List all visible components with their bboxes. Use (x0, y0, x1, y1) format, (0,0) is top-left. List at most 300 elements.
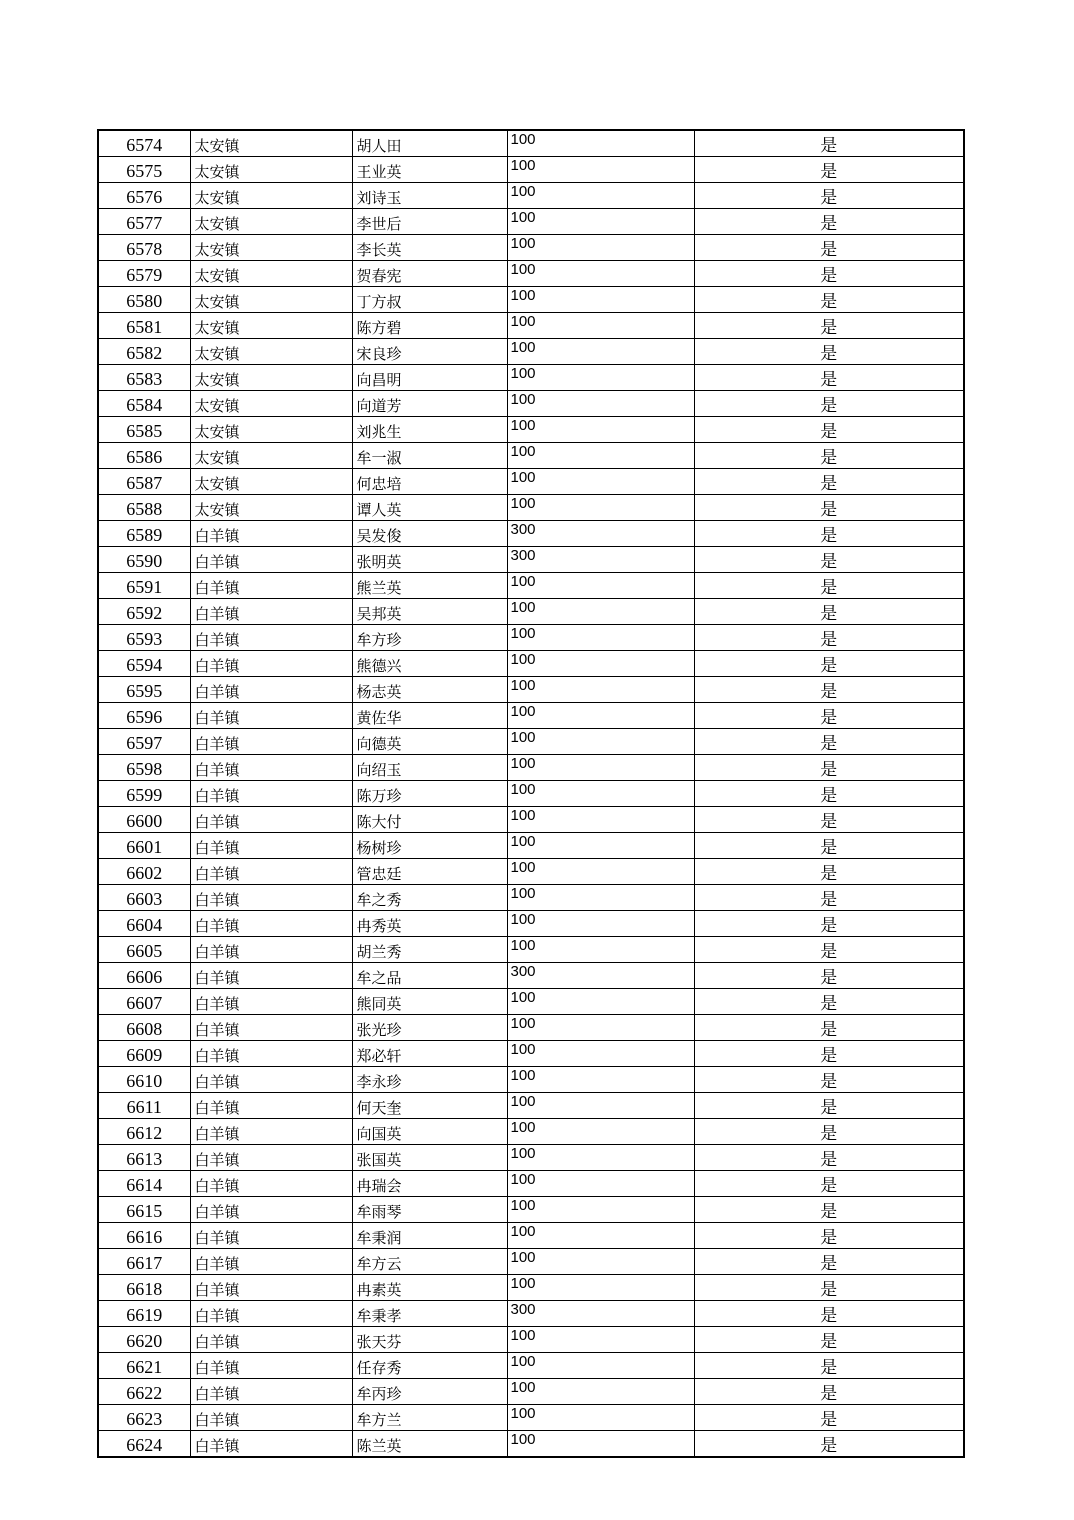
row-id-cell: 6621 (98, 1353, 190, 1379)
row-id-cell: 6574 (98, 130, 190, 157)
flag-cell: 是 (694, 963, 964, 989)
town-cell: 白羊镇 (190, 989, 352, 1015)
flag-cell: 是 (694, 1249, 964, 1275)
town-cell: 白羊镇 (190, 1197, 352, 1223)
amount-cell: 100 (507, 1431, 694, 1458)
name-cell: 牟方兰 (352, 1405, 507, 1431)
table-row (98, 130, 964, 157)
row-id-cell: 6603 (98, 885, 190, 911)
row-id-cell: 6597 (98, 729, 190, 755)
name-cell: 张光珍 (352, 1015, 507, 1041)
flag-cell: 是 (694, 130, 964, 157)
amount-cell: 100 (507, 573, 694, 599)
town-cell: 太安镇 (190, 235, 352, 261)
amount-cell: 100 (507, 1145, 694, 1171)
flag-cell: 是 (694, 1197, 964, 1223)
row-id-cell: 6596 (98, 703, 190, 729)
name-cell: 任存秀 (352, 1353, 507, 1379)
table-row (98, 1405, 964, 1431)
row-id-cell: 6613 (98, 1145, 190, 1171)
table-row (98, 469, 964, 495)
town-cell: 白羊镇 (190, 573, 352, 599)
town-cell: 白羊镇 (190, 1275, 352, 1301)
name-cell: 贺春宪 (352, 261, 507, 287)
flag-cell: 是 (694, 1119, 964, 1145)
flag-cell: 是 (694, 183, 964, 209)
flag-cell: 是 (694, 261, 964, 287)
table-row (98, 651, 964, 677)
table-row (98, 1093, 964, 1119)
town-cell: 太安镇 (190, 313, 352, 339)
amount-cell: 100 (507, 339, 694, 365)
amount-cell: 100 (507, 859, 694, 885)
row-id-cell: 6594 (98, 651, 190, 677)
name-cell: 牟雨琴 (352, 1197, 507, 1223)
town-cell: 太安镇 (190, 495, 352, 521)
row-id-cell: 6622 (98, 1379, 190, 1405)
town-cell: 白羊镇 (190, 703, 352, 729)
flag-cell: 是 (694, 1145, 964, 1171)
amount-cell: 100 (507, 391, 694, 417)
town-cell: 白羊镇 (190, 1327, 352, 1353)
flag-cell: 是 (694, 911, 964, 937)
row-id-cell: 6611 (98, 1093, 190, 1119)
name-cell: 郑必轩 (352, 1041, 507, 1067)
name-cell: 向国英 (352, 1119, 507, 1145)
town-cell: 太安镇 (190, 183, 352, 209)
flag-cell: 是 (694, 573, 964, 599)
amount-cell: 300 (507, 547, 694, 573)
name-cell: 牟之品 (352, 963, 507, 989)
name-cell: 胡人田 (352, 130, 507, 157)
flag-cell: 是 (694, 1431, 964, 1458)
amount-cell: 100 (507, 1015, 694, 1041)
name-cell: 牟方云 (352, 1249, 507, 1275)
town-cell: 白羊镇 (190, 599, 352, 625)
table-row (98, 1015, 964, 1041)
amount-cell: 100 (507, 833, 694, 859)
flag-cell: 是 (694, 989, 964, 1015)
data-table (97, 129, 965, 1458)
name-cell: 宋良珍 (352, 339, 507, 365)
town-cell: 白羊镇 (190, 677, 352, 703)
amount-cell: 100 (507, 1197, 694, 1223)
amount-cell: 100 (507, 755, 694, 781)
town-cell: 太安镇 (190, 157, 352, 183)
table-row (98, 755, 964, 781)
table-body (98, 130, 964, 1457)
row-id-cell: 6578 (98, 235, 190, 261)
flag-cell: 是 (694, 1301, 964, 1327)
amount-cell: 100 (507, 677, 694, 703)
name-cell: 张明英 (352, 547, 507, 573)
town-cell: 白羊镇 (190, 521, 352, 547)
town-cell: 白羊镇 (190, 833, 352, 859)
name-cell: 陈大付 (352, 807, 507, 833)
amount-cell: 100 (507, 885, 694, 911)
name-cell: 李世后 (352, 209, 507, 235)
table-row (98, 1171, 964, 1197)
flag-cell: 是 (694, 599, 964, 625)
row-id-cell: 6606 (98, 963, 190, 989)
amount-cell: 100 (507, 1171, 694, 1197)
amount-cell: 100 (507, 807, 694, 833)
town-cell: 太安镇 (190, 391, 352, 417)
name-cell: 牟丙珍 (352, 1379, 507, 1405)
amount-cell: 100 (507, 287, 694, 313)
table-row (98, 157, 964, 183)
row-id-cell: 6608 (98, 1015, 190, 1041)
amount-cell: 300 (507, 1301, 694, 1327)
name-cell: 胡兰秀 (352, 937, 507, 963)
name-cell: 陈方碧 (352, 313, 507, 339)
flag-cell: 是 (694, 235, 964, 261)
name-cell: 牟之秀 (352, 885, 507, 911)
row-id-cell: 6600 (98, 807, 190, 833)
flag-cell: 是 (694, 729, 964, 755)
name-cell: 丁方叔 (352, 287, 507, 313)
town-cell: 白羊镇 (190, 1223, 352, 1249)
town-cell: 白羊镇 (190, 1119, 352, 1145)
town-cell: 太安镇 (190, 417, 352, 443)
table-row (98, 1067, 964, 1093)
amount-cell: 100 (507, 1327, 694, 1353)
flag-cell: 是 (694, 547, 964, 573)
town-cell: 白羊镇 (190, 625, 352, 651)
table-row (98, 989, 964, 1015)
name-cell: 冉秀英 (352, 911, 507, 937)
table-row (98, 339, 964, 365)
name-cell: 刘诗玉 (352, 183, 507, 209)
row-id-cell: 6576 (98, 183, 190, 209)
amount-cell: 100 (507, 1353, 694, 1379)
flag-cell: 是 (694, 417, 964, 443)
name-cell: 何忠培 (352, 469, 507, 495)
name-cell: 杨树珍 (352, 833, 507, 859)
row-id-cell: 6624 (98, 1431, 190, 1458)
row-id-cell: 6582 (98, 339, 190, 365)
town-cell: 太安镇 (190, 261, 352, 287)
row-id-cell: 6602 (98, 859, 190, 885)
town-cell: 白羊镇 (190, 651, 352, 677)
flag-cell: 是 (694, 157, 964, 183)
flag-cell: 是 (694, 365, 964, 391)
flag-cell: 是 (694, 781, 964, 807)
table-row (98, 1249, 964, 1275)
row-id-cell: 6609 (98, 1041, 190, 1067)
table-row (98, 365, 964, 391)
flag-cell: 是 (694, 1275, 964, 1301)
amount-cell: 100 (507, 1379, 694, 1405)
amount-cell: 100 (507, 1223, 694, 1249)
row-id-cell: 6577 (98, 209, 190, 235)
row-id-cell: 6584 (98, 391, 190, 417)
name-cell: 杨志英 (352, 677, 507, 703)
row-id-cell: 6623 (98, 1405, 190, 1431)
flag-cell: 是 (694, 859, 964, 885)
table-row (98, 521, 964, 547)
town-cell: 白羊镇 (190, 729, 352, 755)
amount-cell: 100 (507, 1041, 694, 1067)
row-id-cell: 6592 (98, 599, 190, 625)
amount-cell: 100 (507, 469, 694, 495)
row-id-cell: 6595 (98, 677, 190, 703)
flag-cell: 是 (694, 1093, 964, 1119)
table-row (98, 209, 964, 235)
name-cell: 熊同英 (352, 989, 507, 1015)
town-cell: 白羊镇 (190, 1015, 352, 1041)
amount-cell: 100 (507, 1275, 694, 1301)
row-id-cell: 6616 (98, 1223, 190, 1249)
town-cell: 白羊镇 (190, 1431, 352, 1458)
table-row (98, 235, 964, 261)
town-cell: 白羊镇 (190, 1093, 352, 1119)
table-row (98, 1275, 964, 1301)
flag-cell: 是 (694, 339, 964, 365)
name-cell: 管忠廷 (352, 859, 507, 885)
flag-cell: 是 (694, 443, 964, 469)
name-cell: 向昌明 (352, 365, 507, 391)
table-row (98, 1431, 964, 1458)
table-row (98, 703, 964, 729)
amount-cell: 100 (507, 209, 694, 235)
name-cell: 何天奎 (352, 1093, 507, 1119)
table-row (98, 1223, 964, 1249)
row-id-cell: 6619 (98, 1301, 190, 1327)
table-row (98, 1353, 964, 1379)
amount-cell: 100 (507, 937, 694, 963)
row-id-cell: 6605 (98, 937, 190, 963)
name-cell: 王业英 (352, 157, 507, 183)
flag-cell: 是 (694, 521, 964, 547)
town-cell: 太安镇 (190, 209, 352, 235)
row-id-cell: 6615 (98, 1197, 190, 1223)
flag-cell: 是 (694, 755, 964, 781)
town-cell: 太安镇 (190, 130, 352, 157)
town-cell: 白羊镇 (190, 755, 352, 781)
amount-cell: 100 (507, 183, 694, 209)
name-cell: 牟一淑 (352, 443, 507, 469)
town-cell: 白羊镇 (190, 1171, 352, 1197)
table-row (98, 1197, 964, 1223)
name-cell: 李长英 (352, 235, 507, 261)
row-id-cell: 6590 (98, 547, 190, 573)
flag-cell: 是 (694, 495, 964, 521)
flag-cell: 是 (694, 313, 964, 339)
amount-cell: 100 (507, 625, 694, 651)
amount-cell: 100 (507, 989, 694, 1015)
name-cell: 牟秉润 (352, 1223, 507, 1249)
amount-cell: 100 (507, 599, 694, 625)
name-cell: 刘兆生 (352, 417, 507, 443)
table-row (98, 1119, 964, 1145)
table-row (98, 391, 964, 417)
flag-cell: 是 (694, 469, 964, 495)
flag-cell: 是 (694, 885, 964, 911)
table-row (98, 495, 964, 521)
name-cell: 吴发俊 (352, 521, 507, 547)
row-id-cell: 6614 (98, 1171, 190, 1197)
flag-cell: 是 (694, 703, 964, 729)
amount-cell: 100 (507, 443, 694, 469)
flag-cell: 是 (694, 1379, 964, 1405)
flag-cell: 是 (694, 651, 964, 677)
name-cell: 陈兰英 (352, 1431, 507, 1458)
table-row (98, 1379, 964, 1405)
town-cell: 白羊镇 (190, 859, 352, 885)
name-cell: 张国英 (352, 1145, 507, 1171)
town-cell: 太安镇 (190, 287, 352, 313)
town-cell: 白羊镇 (190, 1405, 352, 1431)
flag-cell: 是 (694, 677, 964, 703)
table-row (98, 287, 964, 313)
row-id-cell: 6612 (98, 1119, 190, 1145)
town-cell: 白羊镇 (190, 1041, 352, 1067)
flag-cell: 是 (694, 391, 964, 417)
amount-cell: 300 (507, 521, 694, 547)
town-cell: 白羊镇 (190, 1249, 352, 1275)
amount-cell: 100 (507, 911, 694, 937)
name-cell: 向德英 (352, 729, 507, 755)
flag-cell: 是 (694, 1405, 964, 1431)
table-row (98, 183, 964, 209)
row-id-cell: 6591 (98, 573, 190, 599)
name-cell: 黄佐华 (352, 703, 507, 729)
amount-cell: 100 (507, 1067, 694, 1093)
flag-cell: 是 (694, 1015, 964, 1041)
town-cell: 白羊镇 (190, 963, 352, 989)
table-row (98, 547, 964, 573)
town-cell: 白羊镇 (190, 547, 352, 573)
row-id-cell: 6575 (98, 157, 190, 183)
name-cell: 张天芬 (352, 1327, 507, 1353)
town-cell: 白羊镇 (190, 937, 352, 963)
row-id-cell: 6620 (98, 1327, 190, 1353)
town-cell: 白羊镇 (190, 1067, 352, 1093)
name-cell: 熊德兴 (352, 651, 507, 677)
name-cell: 陈万珍 (352, 781, 507, 807)
amount-cell: 100 (507, 365, 694, 391)
amount-cell: 100 (507, 495, 694, 521)
row-id-cell: 6598 (98, 755, 190, 781)
town-cell: 白羊镇 (190, 911, 352, 937)
table-row (98, 781, 964, 807)
table-row (98, 1145, 964, 1171)
amount-cell: 100 (507, 130, 694, 157)
flag-cell: 是 (694, 1327, 964, 1353)
town-cell: 太安镇 (190, 339, 352, 365)
town-cell: 太安镇 (190, 469, 352, 495)
town-cell: 白羊镇 (190, 1353, 352, 1379)
flag-cell: 是 (694, 1041, 964, 1067)
town-cell: 白羊镇 (190, 1301, 352, 1327)
amount-cell: 100 (507, 1119, 694, 1145)
town-cell: 白羊镇 (190, 781, 352, 807)
row-id-cell: 6586 (98, 443, 190, 469)
table-row (98, 261, 964, 287)
table-row (98, 1041, 964, 1067)
table-row (98, 443, 964, 469)
amount-cell: 300 (507, 963, 694, 989)
name-cell: 向绍玉 (352, 755, 507, 781)
flag-cell: 是 (694, 209, 964, 235)
town-cell: 白羊镇 (190, 1379, 352, 1405)
amount-cell: 100 (507, 235, 694, 261)
table-row (98, 729, 964, 755)
row-id-cell: 6587 (98, 469, 190, 495)
amount-cell: 100 (507, 781, 694, 807)
table-row (98, 807, 964, 833)
table-row (98, 573, 964, 599)
name-cell: 冉素英 (352, 1275, 507, 1301)
row-id-cell: 6581 (98, 313, 190, 339)
amount-cell: 100 (507, 1249, 694, 1275)
town-cell: 太安镇 (190, 443, 352, 469)
name-cell: 吴邦英 (352, 599, 507, 625)
table-row (98, 885, 964, 911)
amount-cell: 100 (507, 313, 694, 339)
table-row (98, 313, 964, 339)
flag-cell: 是 (694, 625, 964, 651)
amount-cell: 100 (507, 1093, 694, 1119)
name-cell: 熊兰英 (352, 573, 507, 599)
row-id-cell: 6610 (98, 1067, 190, 1093)
table-row (98, 1301, 964, 1327)
name-cell: 牟秉孝 (352, 1301, 507, 1327)
flag-cell: 是 (694, 1223, 964, 1249)
flag-cell: 是 (694, 1171, 964, 1197)
flag-cell: 是 (694, 1353, 964, 1379)
table-row (98, 911, 964, 937)
flag-cell: 是 (694, 287, 964, 313)
row-id-cell: 6617 (98, 1249, 190, 1275)
amount-cell: 100 (507, 651, 694, 677)
amount-cell: 100 (507, 703, 694, 729)
amount-cell: 100 (507, 417, 694, 443)
amount-cell: 100 (507, 1405, 694, 1431)
flag-cell: 是 (694, 833, 964, 859)
row-id-cell: 6604 (98, 911, 190, 937)
table-row (98, 625, 964, 651)
table-row (98, 833, 964, 859)
name-cell: 冉瑞会 (352, 1171, 507, 1197)
row-id-cell: 6601 (98, 833, 190, 859)
town-cell: 白羊镇 (190, 885, 352, 911)
town-cell: 白羊镇 (190, 1145, 352, 1171)
flag-cell: 是 (694, 807, 964, 833)
name-cell: 牟方珍 (352, 625, 507, 651)
row-id-cell: 6585 (98, 417, 190, 443)
table-row (98, 859, 964, 885)
town-cell: 太安镇 (190, 365, 352, 391)
table-row (98, 599, 964, 625)
row-id-cell: 6579 (98, 261, 190, 287)
name-cell: 谭人英 (352, 495, 507, 521)
row-id-cell: 6593 (98, 625, 190, 651)
amount-cell: 100 (507, 729, 694, 755)
table-row (98, 963, 964, 989)
town-cell: 白羊镇 (190, 807, 352, 833)
table-row (98, 937, 964, 963)
table-row (98, 677, 964, 703)
row-id-cell: 6580 (98, 287, 190, 313)
table-row (98, 1327, 964, 1353)
table-row (98, 417, 964, 443)
flag-cell: 是 (694, 937, 964, 963)
row-id-cell: 6599 (98, 781, 190, 807)
row-id-cell: 6589 (98, 521, 190, 547)
name-cell: 向道芳 (352, 391, 507, 417)
